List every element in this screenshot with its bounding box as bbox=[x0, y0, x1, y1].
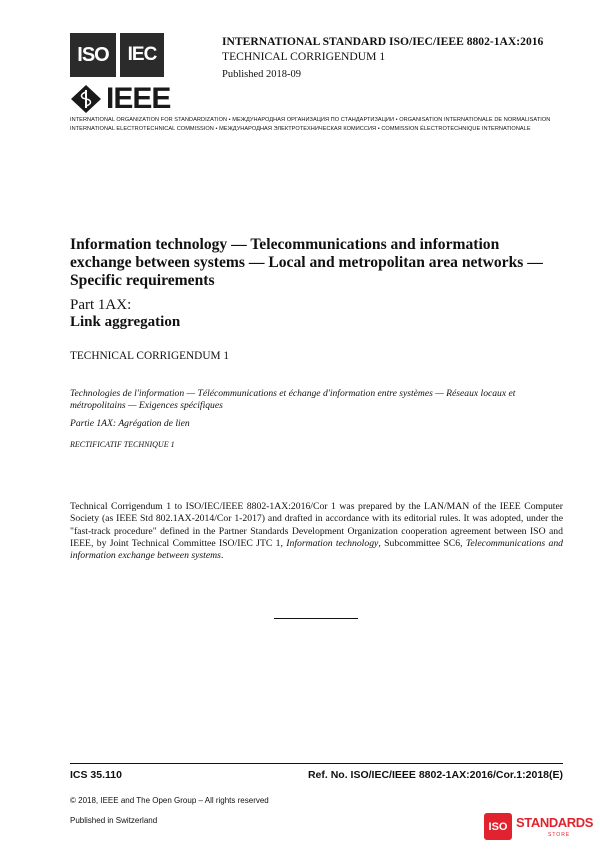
ieee-logo bbox=[70, 84, 190, 114]
iso-logo-text: ISO bbox=[77, 43, 109, 66]
document-title: Information technology — Telecommunications and information exchange between systems — Local and metropolitan area networks — Specific requirements bbox=[70, 236, 543, 289]
standard-number: INTERNATIONAL STANDARD ISO/IEC/IEEE 8802-1AX:2016 bbox=[222, 35, 544, 48]
store-iso-text: ISO bbox=[488, 820, 508, 833]
part-name: Link aggregation bbox=[70, 314, 181, 330]
copyright-notice: © 2018, IEEE and The Open Group – All rights reserved bbox=[70, 796, 269, 805]
ieee-diamond-icon bbox=[70, 84, 102, 114]
part-label: Part 1AX: bbox=[70, 297, 132, 313]
paragraph-emphasis-1: Information technology bbox=[286, 537, 379, 549]
paragraph-emphasis-2: Telecommunications and information exchange between systems bbox=[70, 537, 564, 562]
iec-logo-text: IEC bbox=[127, 44, 157, 65]
store-subtitle: STORE bbox=[548, 832, 571, 838]
organizations-line-2: INTERNATIONAL ELECTROTECHNICAL COMMISSION • МЕЖДУНАРОДНАЯ ЭЛЕКТРОТЕХНИЧЕСКАЯ КОМИССИЯ • COMMISSION ÉLECTROTECHNIQUE INTERNATIONALE bbox=[70, 126, 531, 132]
reference-number: Ref. No. ISO/IEC/IEEE 8802-1AX:2016/Cor.1:2018(E) bbox=[307, 769, 563, 781]
published-date: Published 2018-09 bbox=[222, 69, 302, 80]
divider bbox=[274, 618, 358, 619]
french-rectificatif: RECTIFICATIF TECHNIQUE 1 bbox=[70, 440, 175, 449]
paragraph-text-end: . bbox=[220, 550, 224, 562]
store-name: STANDARDS bbox=[516, 815, 594, 830]
paragraph-text-mid: , Subcommittee SC6, bbox=[378, 537, 466, 549]
ieee-logo-text: IEEE bbox=[106, 82, 171, 115]
corrigendum-label: TECHNICAL CORRIGENDUM 1 bbox=[222, 50, 386, 63]
published-in: Published in Switzerland bbox=[70, 816, 158, 825]
corrigendum-title: TECHNICAL CORRIGENDUM 1 bbox=[70, 350, 229, 362]
foreword-paragraph bbox=[70, 501, 563, 562]
french-title: Technologies de l'information — Télécommunications et échange d'information entre systèmes — Réseaux locaux et métropolitains — Exigences spécifiques bbox=[70, 388, 516, 411]
footer-divider bbox=[70, 763, 563, 764]
ics-code: ICS 35.110 bbox=[70, 769, 122, 781]
organizations-line-1: INTERNATIONAL ORGANIZATION FOR STANDARDIZATION • МЕЖДУНАРОДНАЯ ОРГАНИЗАЦИЯ ПО СТАНДАРТИЗАЦИИ • ORGANISATION INTERNATIONALE DE NORMALISATION bbox=[70, 117, 551, 123]
paragraph-text: Technical Corrigendum 1 to ISO/IEC/IEEE 8802-1AX:2016/Cor 1 was prepared by the LAN/MAN of the IEEE Computer Society (as IEEE Std 802.1AX-2014/Cor 1-2017) and drafted in accordance with its editorial rules. It was adopted, under the "fast-track procedure" defined in the Partner Standards Development Organization cooperation agreement between ISO and IEEE, by Joint Technical Committee ISO/IEC JTC 1, bbox=[70, 501, 563, 549]
french-part: Partie 1AX: Agrégation de lien bbox=[70, 418, 190, 429]
store-iso-badge bbox=[484, 813, 512, 840]
iso-logo bbox=[70, 33, 116, 77]
iec-logo bbox=[120, 33, 164, 77]
